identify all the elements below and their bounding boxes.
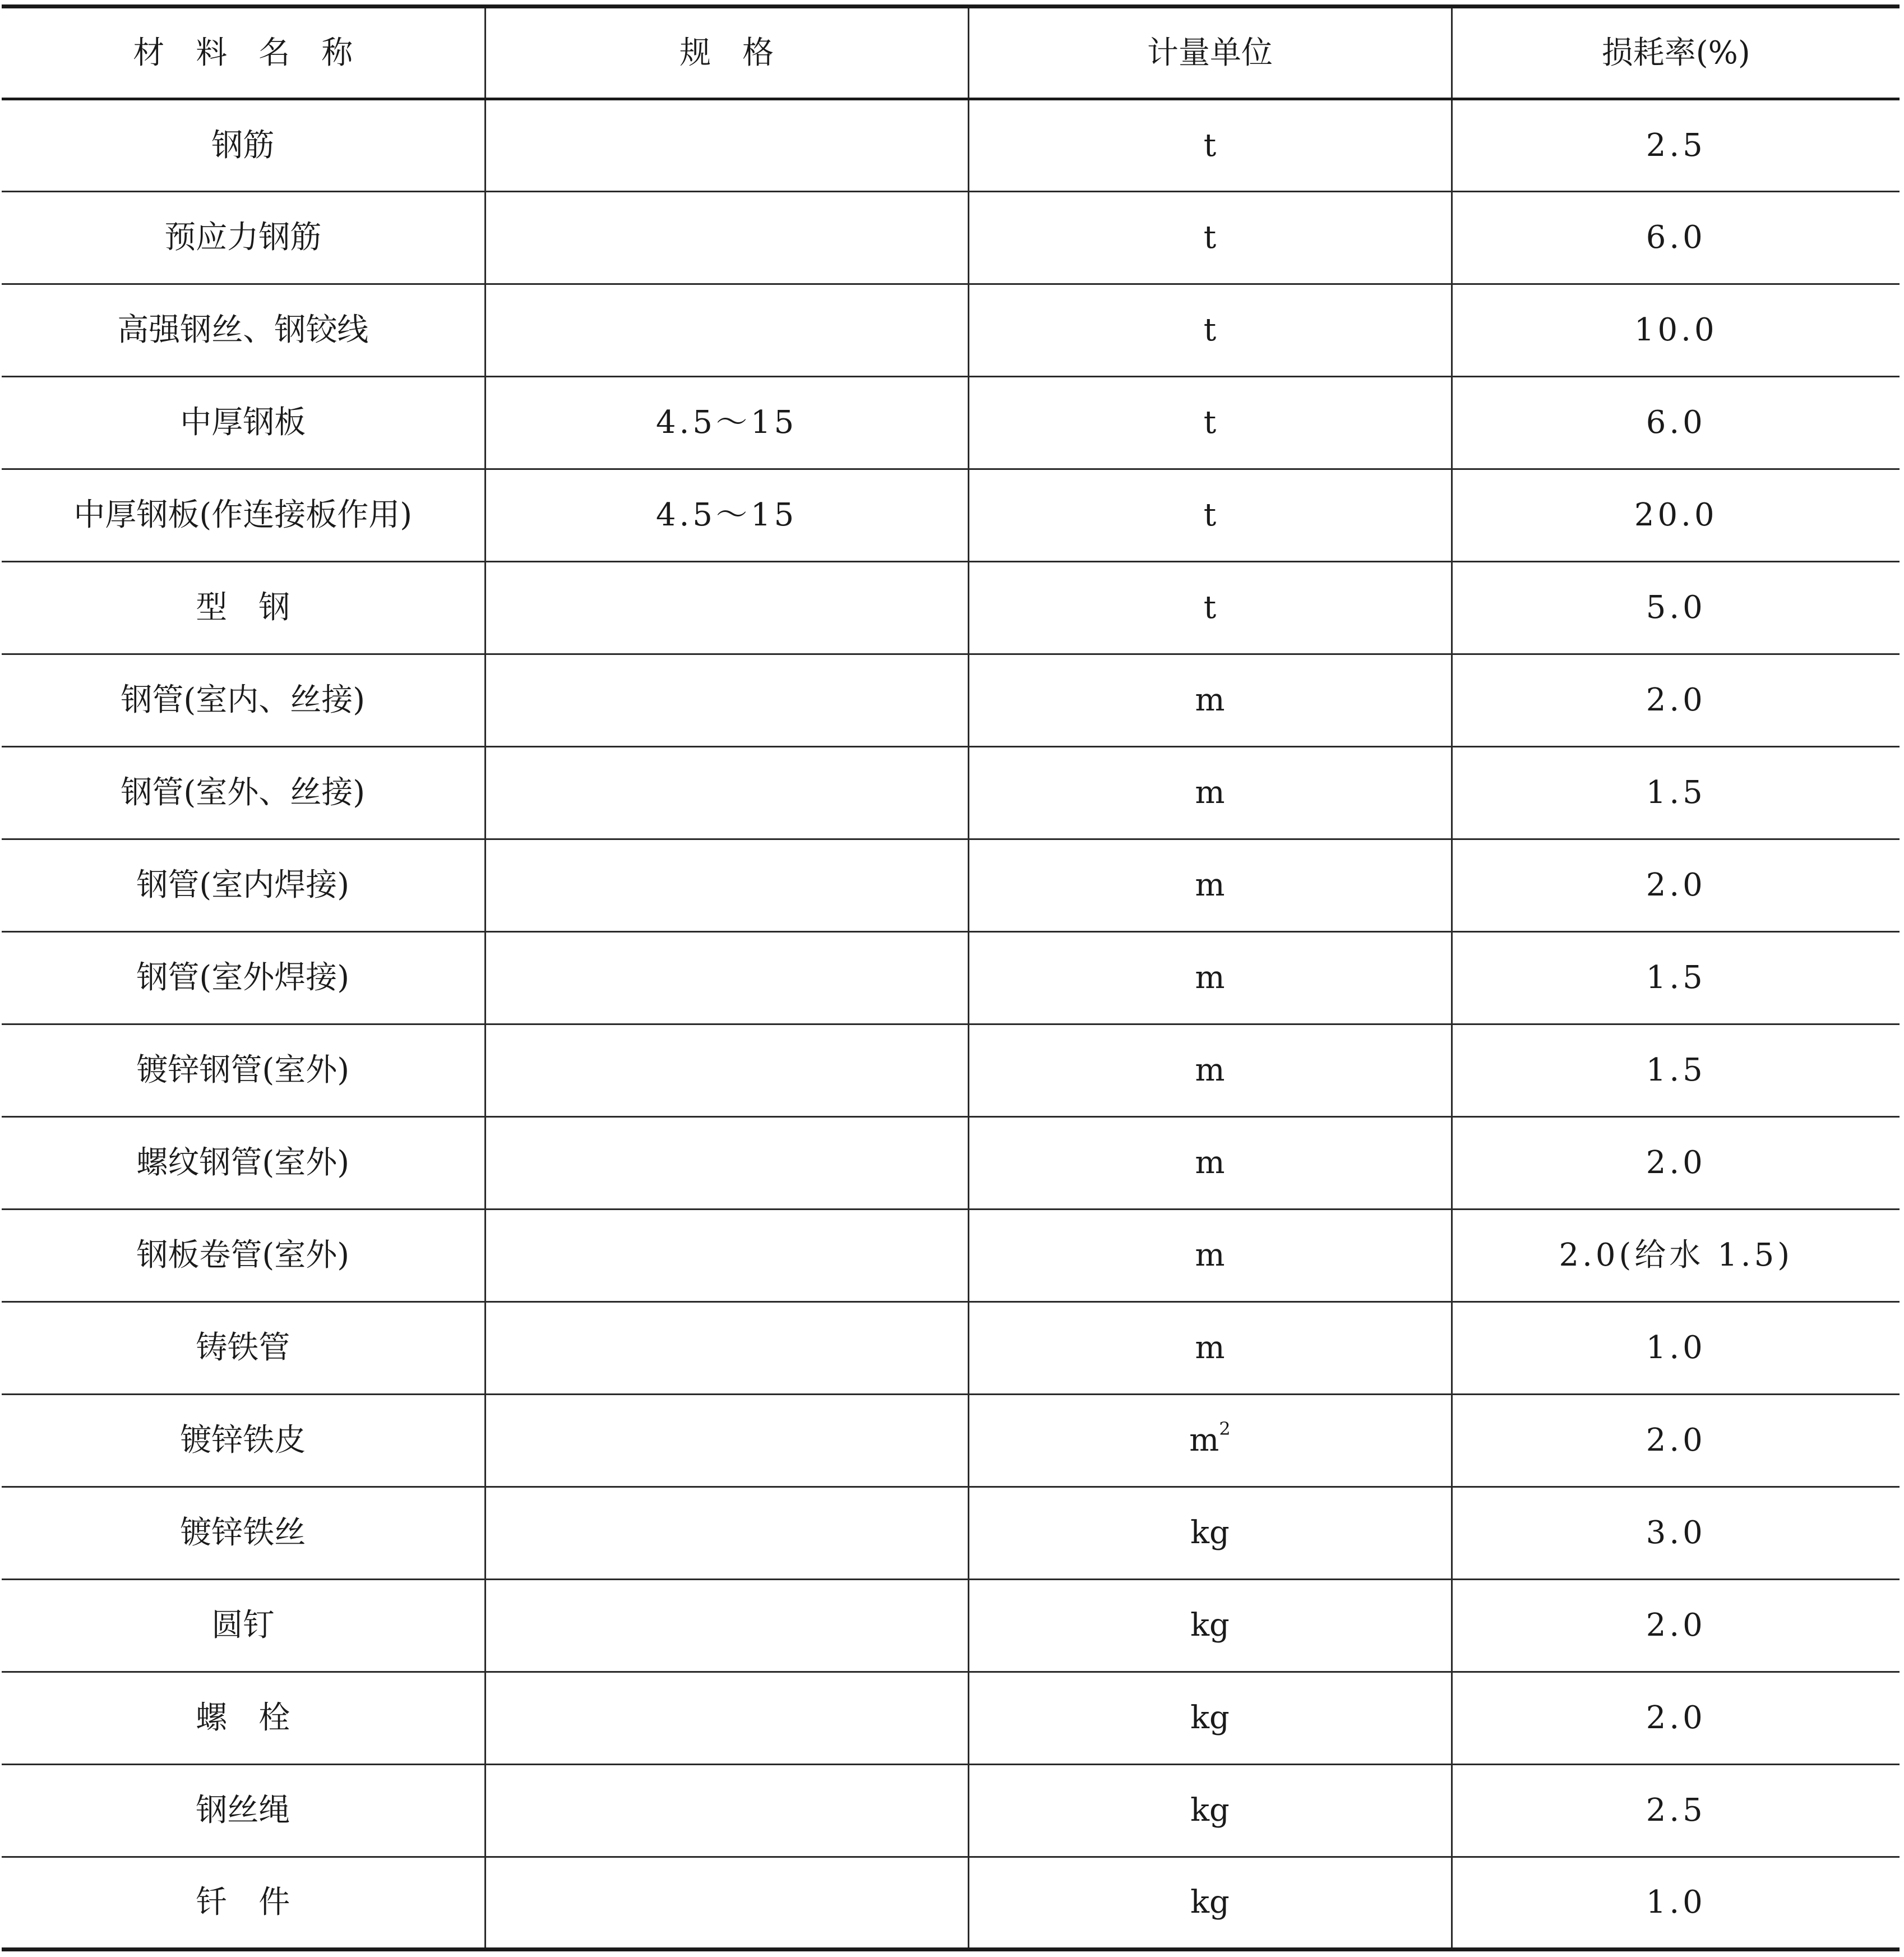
material-name-cell: 钢管(室外、丝接) xyxy=(2,747,485,839)
unit-cell xyxy=(968,932,1452,1024)
loss-rate-cell: 2.0 xyxy=(1452,654,1900,747)
unit-cell xyxy=(968,99,1452,192)
material-name-cell: 镀锌铁丝 xyxy=(2,1487,485,1580)
unit-text: m xyxy=(1189,1422,1219,1458)
loss-rate-cell: 2.5 xyxy=(1452,1765,1900,1857)
specification-cell xyxy=(485,1580,968,1672)
specification-cell xyxy=(485,1857,968,1950)
table-row xyxy=(2,284,1900,377)
specification-cell xyxy=(485,839,968,932)
header-specification: 规 格 xyxy=(485,7,968,99)
loss-rate-cell: 1.0 xyxy=(1452,1302,1900,1395)
unit-text: m xyxy=(1195,867,1225,903)
table-row xyxy=(2,99,1900,192)
material-name-cell: 中厚钢板 xyxy=(2,377,485,469)
unit-text: kg xyxy=(1190,1515,1230,1551)
unit-text: kg xyxy=(1190,1700,1230,1736)
unit-superscript: 2 xyxy=(1219,1418,1231,1439)
loss-rate-cell: 1.5 xyxy=(1452,1024,1900,1117)
material-name-cell: 钢板卷管(室外) xyxy=(2,1210,485,1302)
unit-cell xyxy=(968,1395,1452,1487)
table-row xyxy=(2,1302,1900,1395)
material-name-cell: 钎 件 xyxy=(2,1857,485,1950)
table-row xyxy=(2,192,1900,284)
unit-text: kg xyxy=(1190,1884,1230,1921)
material-name-cell: 镀锌铁皮 xyxy=(2,1395,485,1487)
loss-rate-cell: 2.0 xyxy=(1452,1672,1900,1765)
unit-cell xyxy=(968,654,1452,747)
specification-cell xyxy=(485,654,968,747)
specification-cell xyxy=(485,562,968,654)
table-row xyxy=(2,747,1900,839)
unit-text: m xyxy=(1195,1237,1225,1273)
unit-text: t xyxy=(1203,497,1217,533)
unit-text: kg xyxy=(1190,1607,1230,1644)
material-name-cell: 型 钢 xyxy=(2,562,485,654)
unit-cell xyxy=(968,1580,1452,1672)
unit-cell xyxy=(968,1117,1452,1210)
unit-cell xyxy=(968,469,1452,562)
specification-cell xyxy=(485,1210,968,1302)
table-row xyxy=(2,1117,1900,1210)
unit-cell xyxy=(968,1857,1452,1950)
unit-text: m xyxy=(1195,959,1225,996)
loss-rate-cell: 3.0 xyxy=(1452,1487,1900,1580)
material-loss-table xyxy=(2,4,1900,1951)
specification-cell xyxy=(485,284,968,377)
unit-text: m xyxy=(1195,774,1225,811)
loss-rate-cell: 2.0 xyxy=(1452,1580,1900,1672)
unit-cell xyxy=(968,839,1452,932)
material-name-cell: 镀锌钢管(室外) xyxy=(2,1024,485,1117)
loss-rate-cell: 6.0 xyxy=(1452,192,1900,284)
unit-cell xyxy=(968,562,1452,654)
table-body xyxy=(2,99,1900,1950)
specification-cell xyxy=(485,192,968,284)
table-row xyxy=(2,932,1900,1024)
material-name-cell: 螺纹钢管(室外) xyxy=(2,1117,485,1210)
loss-rate-cell: 1.0 xyxy=(1452,1857,1900,1950)
specification-cell xyxy=(485,747,968,839)
specification-cell: 4.5～15 xyxy=(485,377,968,469)
material-name-cell: 铸铁管 xyxy=(2,1302,485,1395)
unit-text: m xyxy=(1195,1052,1225,1088)
table-header xyxy=(2,7,1900,99)
material-name-cell: 螺 栓 xyxy=(2,1672,485,1765)
unit-text: t xyxy=(1203,127,1217,164)
material-name-cell: 预应力钢筋 xyxy=(2,192,485,284)
material-name-cell: 钢筋 xyxy=(211,127,275,164)
unit-text: t xyxy=(1203,589,1217,626)
loss-rate-cell: 2.5 xyxy=(1452,99,1900,192)
specification-cell xyxy=(485,1487,968,1580)
header-loss-rate: 损耗率(%) xyxy=(1452,7,1900,99)
specification-cell xyxy=(485,1672,968,1765)
table-row xyxy=(2,469,1900,562)
material-name-cell: 高强钢丝、钢铰线 xyxy=(2,284,485,377)
unit-cell xyxy=(968,1024,1452,1117)
table-row xyxy=(2,1580,1900,1672)
specification-cell xyxy=(485,1117,968,1210)
unit-text: t xyxy=(1203,219,1217,256)
specification-cell xyxy=(485,1395,968,1487)
loss-rate-cell: 1.5 xyxy=(1452,932,1900,1024)
material-name-cell: 钢管(室外焊接) xyxy=(2,932,485,1024)
table-row xyxy=(2,1024,1900,1117)
loss-rate-cell: 2.0 xyxy=(1452,1117,1900,1210)
unit-cell xyxy=(968,377,1452,469)
unit-text: kg xyxy=(1190,1792,1230,1829)
unit-cell xyxy=(968,1765,1452,1857)
specification-cell xyxy=(485,1765,968,1857)
table-row xyxy=(2,377,1900,469)
table-row xyxy=(2,1210,1900,1302)
header-unit: 计量单位 xyxy=(968,7,1452,99)
unit-cell xyxy=(968,1302,1452,1395)
table-row xyxy=(2,654,1900,747)
table-row xyxy=(2,839,1900,932)
table-row xyxy=(2,1487,1900,1580)
specification-cell xyxy=(485,932,968,1024)
loss-rate-cell: 20.0 xyxy=(1452,469,1900,562)
material-name-cell: 钢管(室内、丝接) xyxy=(2,654,485,747)
header-row xyxy=(2,7,1900,99)
table-row xyxy=(2,1857,1900,1950)
table-row xyxy=(2,1672,1900,1765)
specification-cell xyxy=(485,99,968,192)
material-name-cell: 钢丝绳 xyxy=(2,1765,485,1857)
unit-cell xyxy=(968,747,1452,839)
unit-cell xyxy=(968,192,1452,284)
unit-cell xyxy=(968,284,1452,377)
loss-rate-cell: 2.0 xyxy=(1452,839,1900,932)
loss-rate-cell: 2.0(给水 1.5) xyxy=(1452,1210,1900,1302)
unit-cell xyxy=(968,1210,1452,1302)
material-name-cell: 圆钉 xyxy=(2,1580,485,1672)
loss-rate-cell: 5.0 xyxy=(1452,562,1900,654)
unit-text: t xyxy=(1203,312,1217,348)
material-name-cell: 钢管(室内焊接) xyxy=(2,839,485,932)
unit-text: m xyxy=(1195,1144,1225,1181)
loss-rate-cell: 2.0 xyxy=(1452,1395,1900,1487)
table-row xyxy=(2,1765,1900,1857)
loss-rate-cell: 1.5 xyxy=(1452,747,1900,839)
unit-cell xyxy=(968,1672,1452,1765)
specification-cell xyxy=(485,1024,968,1117)
specification-cell: 4.5～15 xyxy=(485,469,968,562)
table-row xyxy=(2,1395,1900,1487)
table-row xyxy=(2,562,1900,654)
unit-cell xyxy=(968,1487,1452,1580)
unit-text: m xyxy=(1195,682,1225,718)
unit-text: t xyxy=(1203,404,1217,441)
loss-rate-cell: 6.0 xyxy=(1452,377,1900,469)
unit-text: m xyxy=(1195,1330,1225,1366)
material-name-cell: 中厚钢板(作连接板作用) xyxy=(2,469,485,562)
specification-cell xyxy=(485,1302,968,1395)
loss-rate-cell: 10.0 xyxy=(1452,284,1900,377)
header-material-name: 材 料 名 称 xyxy=(2,7,485,99)
